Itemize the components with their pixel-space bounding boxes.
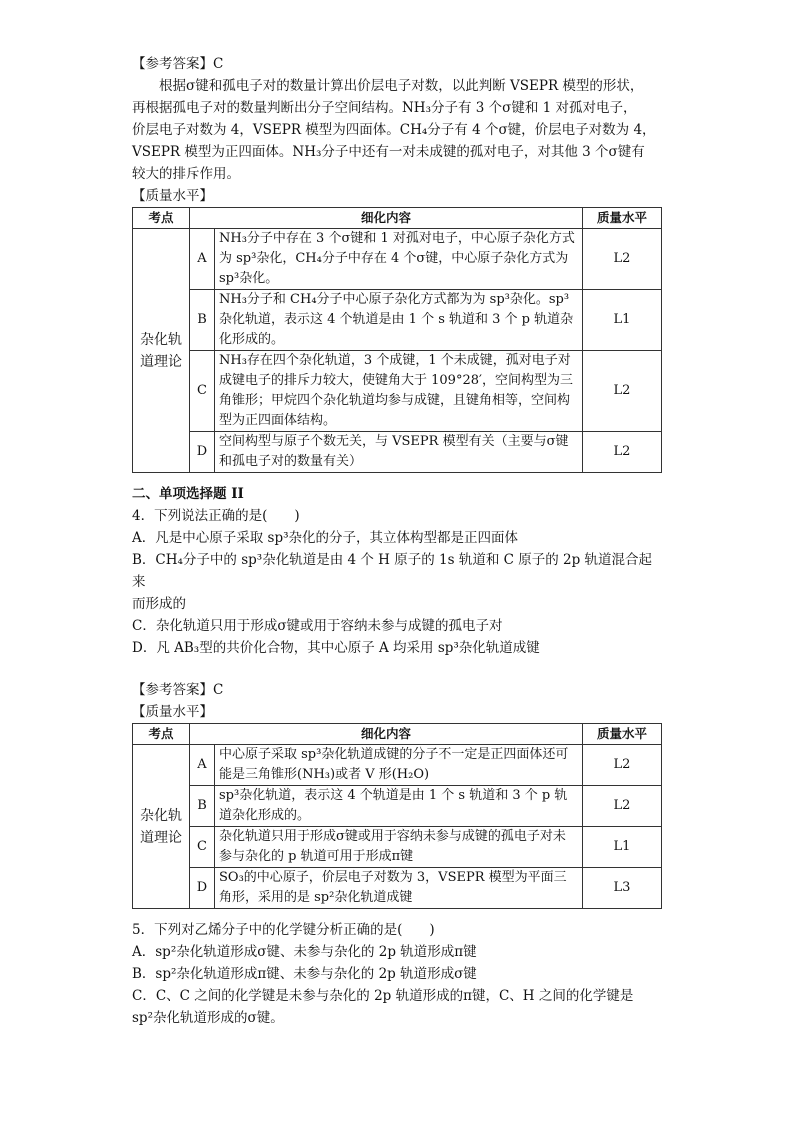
detail-cell: NH₃存在四个杂化轨道，3 个成键，1 个未成键，孤对电子对成键电子的排斥力较大，使键角大于 109°28′，空间构型为三角锥形；甲烷四个杂化轨道均参与成键，且键角相等，空间构型为正四面体结构。 [215, 351, 583, 432]
level-cell: L3 [583, 868, 662, 909]
option-cell: C [190, 827, 215, 868]
detail-cell: SO₃的中心原子，价层电子对数为 3，VSEPR 模型为平面三角形，采用的是 sp²杂化轨道成键 [215, 868, 583, 909]
table-row [133, 745, 662, 786]
option-cell: A [190, 229, 215, 290]
explanation-line: 较大的排斥作用。 [132, 166, 240, 182]
explanation-line: 根据σ键和孤电子对的数量计算出价层电子对数，以此判断 VSEPR 模型的形状， [159, 78, 644, 94]
level-cell: L2 [583, 351, 662, 432]
question-5-option: C．C、C 之间的化学键是未参与杂化的 2p 轨道形成的π键，C、H 之间的化学键是 [132, 988, 634, 1004]
option-cell: B [190, 290, 215, 351]
topic-cell: 杂化轨道理论 [133, 745, 190, 909]
table-header-row [133, 208, 662, 229]
table-row [133, 827, 662, 868]
detail-cell: 杂化轨道只用于形成σ键或用于容纳未参与成键的孤电子对未参与杂化的 p 轨道可用于形成π键 [215, 827, 583, 868]
level-cell: L2 [583, 786, 662, 827]
table-row [133, 351, 662, 432]
answer-line-1: 【参考答案】C [132, 56, 224, 72]
question-4-option: 而形成的 [132, 596, 186, 612]
spacer [132, 659, 662, 679]
document-page [132, 53, 662, 1029]
header-level: 质量水平 [583, 724, 662, 745]
header-level: 质量水平 [583, 208, 662, 229]
detail-cell: 空间构型与原子个数无关，与 VSEPR 模型有关（主要与σ键和孤电子对的数量有关） [215, 432, 583, 473]
question-5-option: sp²杂化轨道形成的σ键。 [132, 1010, 284, 1026]
option-cell: B [190, 786, 215, 827]
detail-cell: 中心原子采取 sp³杂化轨道成键的分子不一定是正四面体还可能是三角锥形(NH₃)或者 V 形(H₂O) [215, 745, 583, 786]
detail-cell: NH₃分子中存在 3 个σ键和 1 对孤对电子，中心原子杂化方式为 sp³杂化，CH₄分子中存在 4 个σ键，中心原子杂化方式为 sp³杂化。 [215, 229, 583, 290]
explanation-line: VSEPR 模型为正四面体。NH₃分子中还有一对未成键的孤对电子，对其他 3 个σ键有 [132, 144, 645, 160]
explanation-line: 价层电子对数为 4，VSEPR 模型为四面体。CH₄分子有 4 个σ键，价层电子对数为 4， [132, 122, 656, 138]
question-4-option: D．凡 AB₃型的共价化合物，其中心原子 A 均采用 sp³杂化轨道成键 [132, 640, 540, 656]
question-4-option: C．杂化轨道只用于形成σ键或用于容纳未参与成键的孤电子对 [132, 618, 503, 634]
question-4-option: A．凡是中心原子采取 sp³杂化的分子，其立体构型都是正四面体 [132, 530, 519, 546]
quality-heading-2: 【质量水平】 [132, 704, 213, 720]
option-cell: A [190, 745, 215, 786]
question-4-stem: 4．下列说法正确的是( ) [132, 508, 300, 524]
table-row [133, 786, 662, 827]
table-row [133, 432, 662, 473]
quality-heading-1: 【质量水平】 [132, 188, 213, 204]
table-row [133, 290, 662, 351]
section-title: 二、单项选择题 II [132, 486, 244, 502]
option-cell: D [190, 432, 215, 473]
option-cell: C [190, 351, 215, 432]
question-5-option: B．sp²杂化轨道形成π键、未参与杂化的 2p 轨道形成σ键 [132, 966, 477, 982]
question-4-option: B．CH₄分子中的 sp³杂化轨道是由 4 个 H 原子的 1s 轨道和 C 原子的 2p 轨道混合起来 [132, 552, 653, 590]
level-cell: L2 [583, 432, 662, 473]
topic-cell: 杂化轨道理论 [133, 229, 190, 473]
header-topic: 考点 [133, 208, 190, 229]
level-cell: L2 [583, 745, 662, 786]
spacer [132, 909, 662, 919]
table-row [133, 229, 662, 290]
detail-cell: sp³杂化轨道，表示这 4 个轨道是由 1 个 s 轨道和 3 个 p 轨道杂化形成的。 [215, 786, 583, 827]
explanation-line: 再根据孤电子对的数量判断出分子空间结构。NH₃分子有 3 个σ键和 1 对孤对电子， [132, 100, 637, 116]
quality-table-1 [132, 207, 662, 473]
level-cell: L1 [583, 827, 662, 868]
table-row [133, 868, 662, 909]
option-cell: D [190, 868, 215, 909]
header-detail: 细化内容 [190, 724, 583, 745]
question-5-option: A．sp²杂化轨道形成σ键、未参与杂化的 2p 轨道形成π键 [132, 944, 477, 960]
detail-cell: NH₃分子和 CH₄分子中心原子杂化方式都为为 sp³杂化。sp³杂化轨道，表示这 4 个轨道是由 1 个 s 轨道和 3 个 p 轨道杂化形成的。 [215, 290, 583, 351]
question-5-stem: 5．下列对乙烯分子中的化学键分析正确的是( ) [132, 922, 435, 938]
header-topic: 考点 [133, 724, 190, 745]
quality-table-2 [132, 723, 662, 909]
level-cell: L1 [583, 290, 662, 351]
header-detail: 细化内容 [190, 208, 583, 229]
table-header-row [133, 724, 662, 745]
answer-line-2: 【参考答案】C [132, 682, 224, 698]
level-cell: L2 [583, 229, 662, 290]
